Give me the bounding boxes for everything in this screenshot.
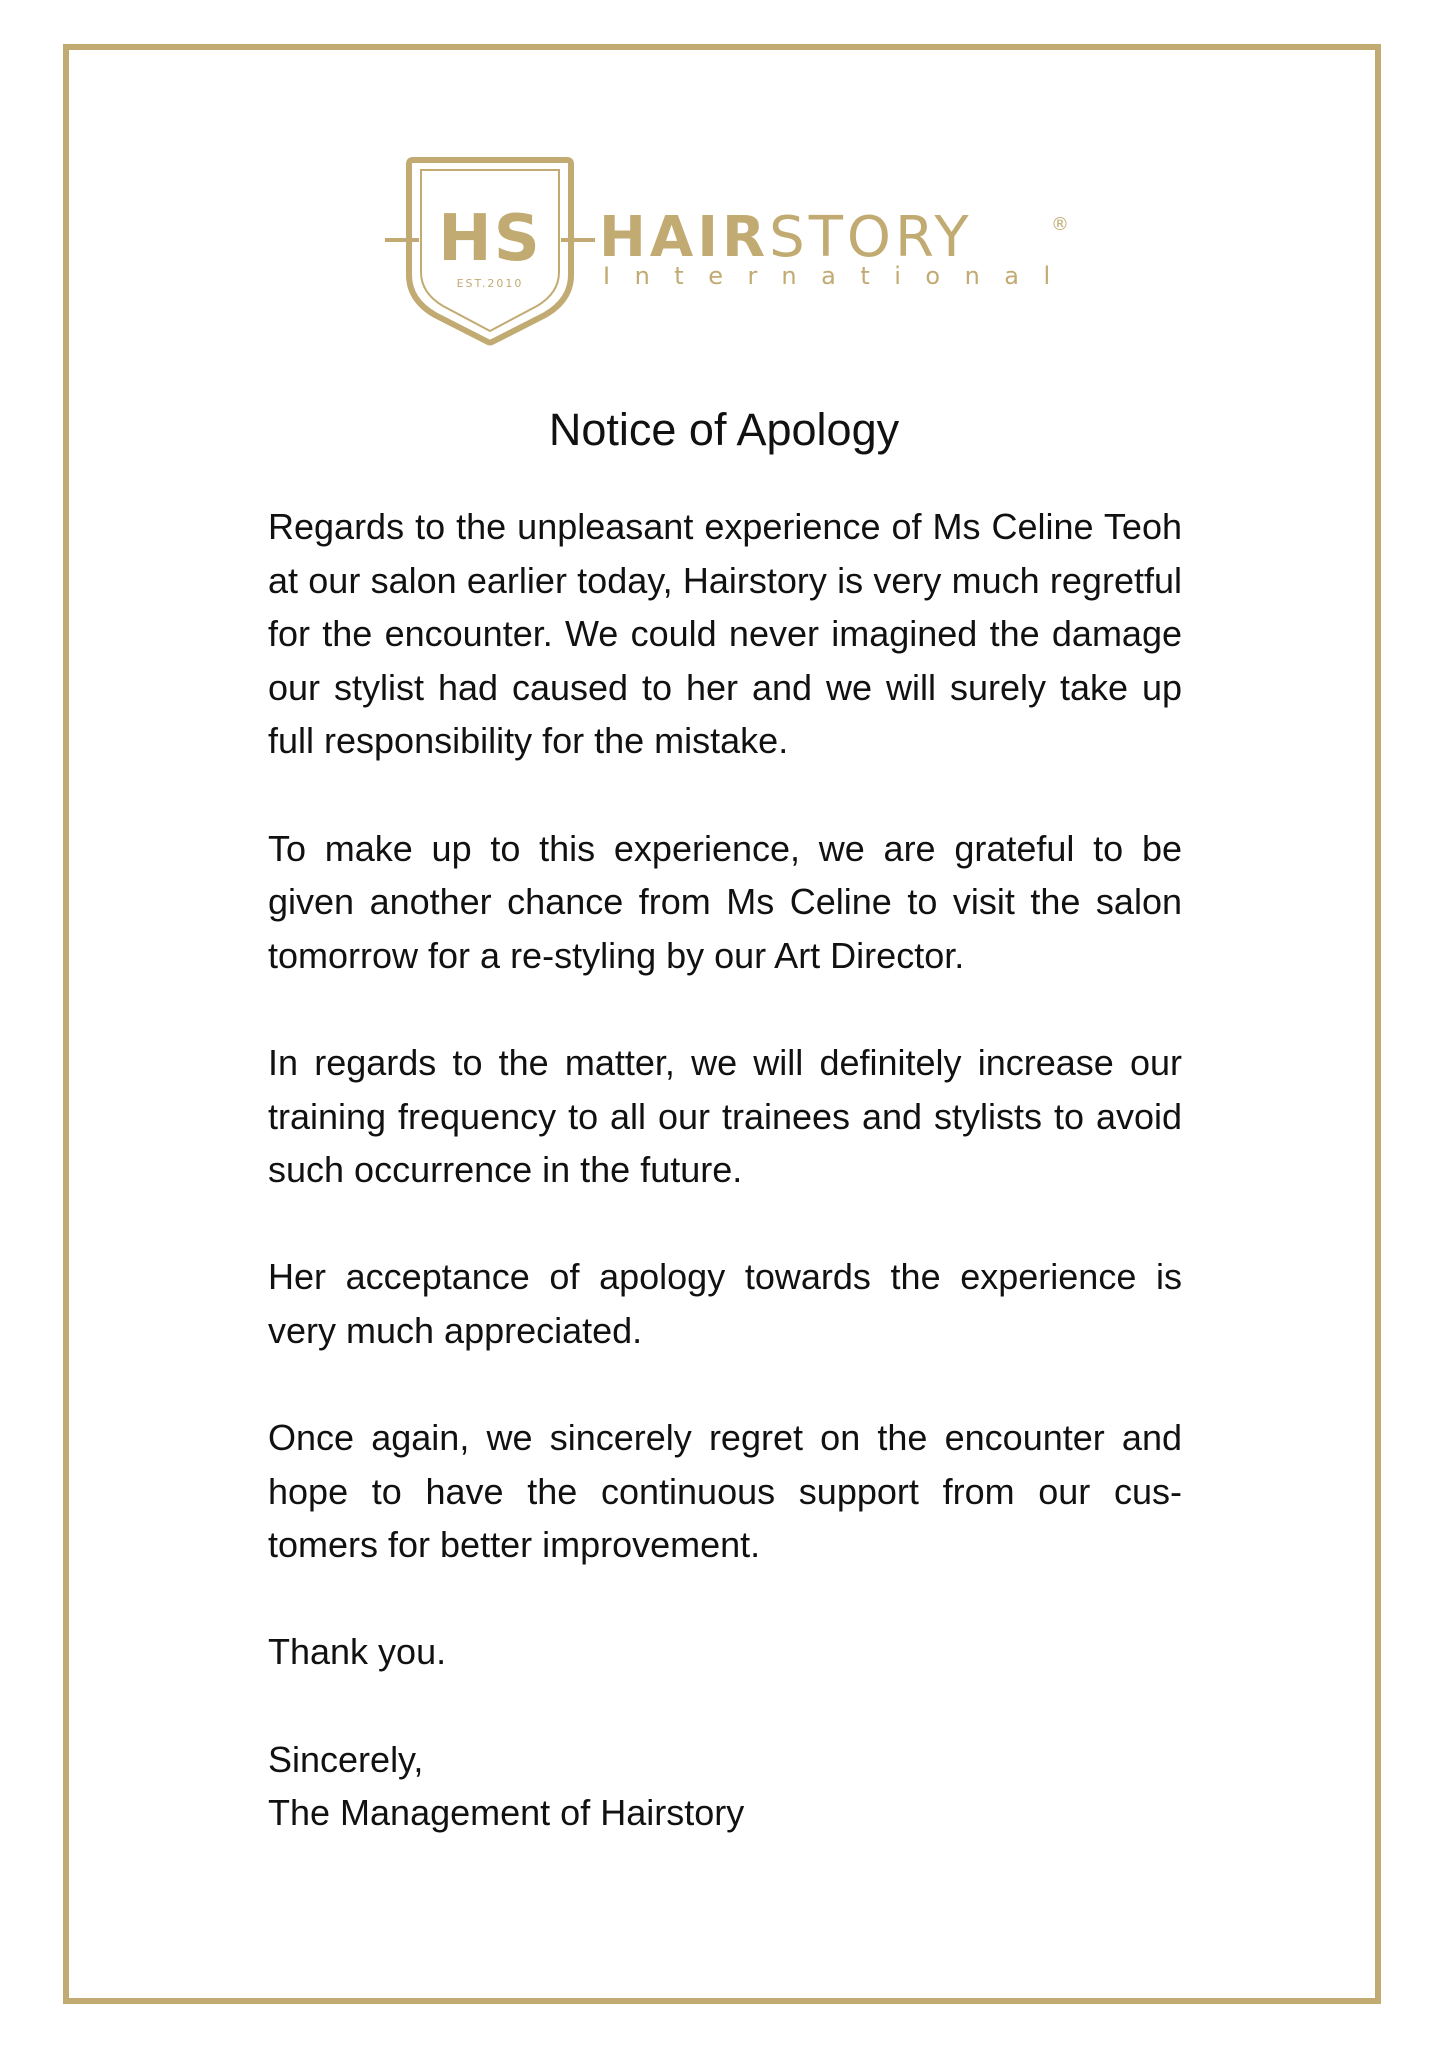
- closing-block: [268, 1733, 1182, 1840]
- paragraph: Once again, we sincerely regret on the encounter and hope to have the continuous support from our cus-tomers for better improvement.: [268, 1417, 1182, 1566]
- logo-registered: ®: [1051, 214, 1069, 235]
- logo-est: EST.2010: [456, 277, 524, 290]
- closing-signatory: The Management of Hairstory: [268, 1792, 745, 1834]
- paragraph: In regards to the matter, we will definitely increase our training frequency to all our trainees and stylists to avoid such occurrence in the future.: [268, 1041, 1182, 1191]
- svg-text:HAIRSTORY: [599, 205, 973, 270]
- paragraph: To make up to this experience, we are grateful to be given another chance from Ms Celine to visit the salon tomorrow for a re-styling by our Art Director.: [268, 827, 1182, 976]
- letter-body: [268, 500, 1182, 1840]
- logo-subtitle: International: [603, 262, 1075, 290]
- paragraph: Her acceptance of apology towards the experience is very much appreciated.: [268, 1256, 1182, 1351]
- logo-brand-bold: HAIR: [599, 205, 770, 270]
- logo-brand-light: STORY: [769, 205, 973, 270]
- closing-salutation: Sincerely,: [268, 1738, 424, 1780]
- hairstory-logo: [385, 150, 1075, 350]
- paragraph: Thank you.: [268, 1631, 447, 1673]
- page-title: Notice of Apology: [548, 404, 900, 455]
- logo-monogram: HS: [438, 202, 542, 276]
- paragraph: Regards to the unpleasant experience of Ms Celine Teoh at our salon earlier today, Hairstory is very much regretful for the encounter. We could never imagined the damage our stylist had caused to her and we will surely take up full responsibility for the mistake.: [268, 506, 1182, 762]
